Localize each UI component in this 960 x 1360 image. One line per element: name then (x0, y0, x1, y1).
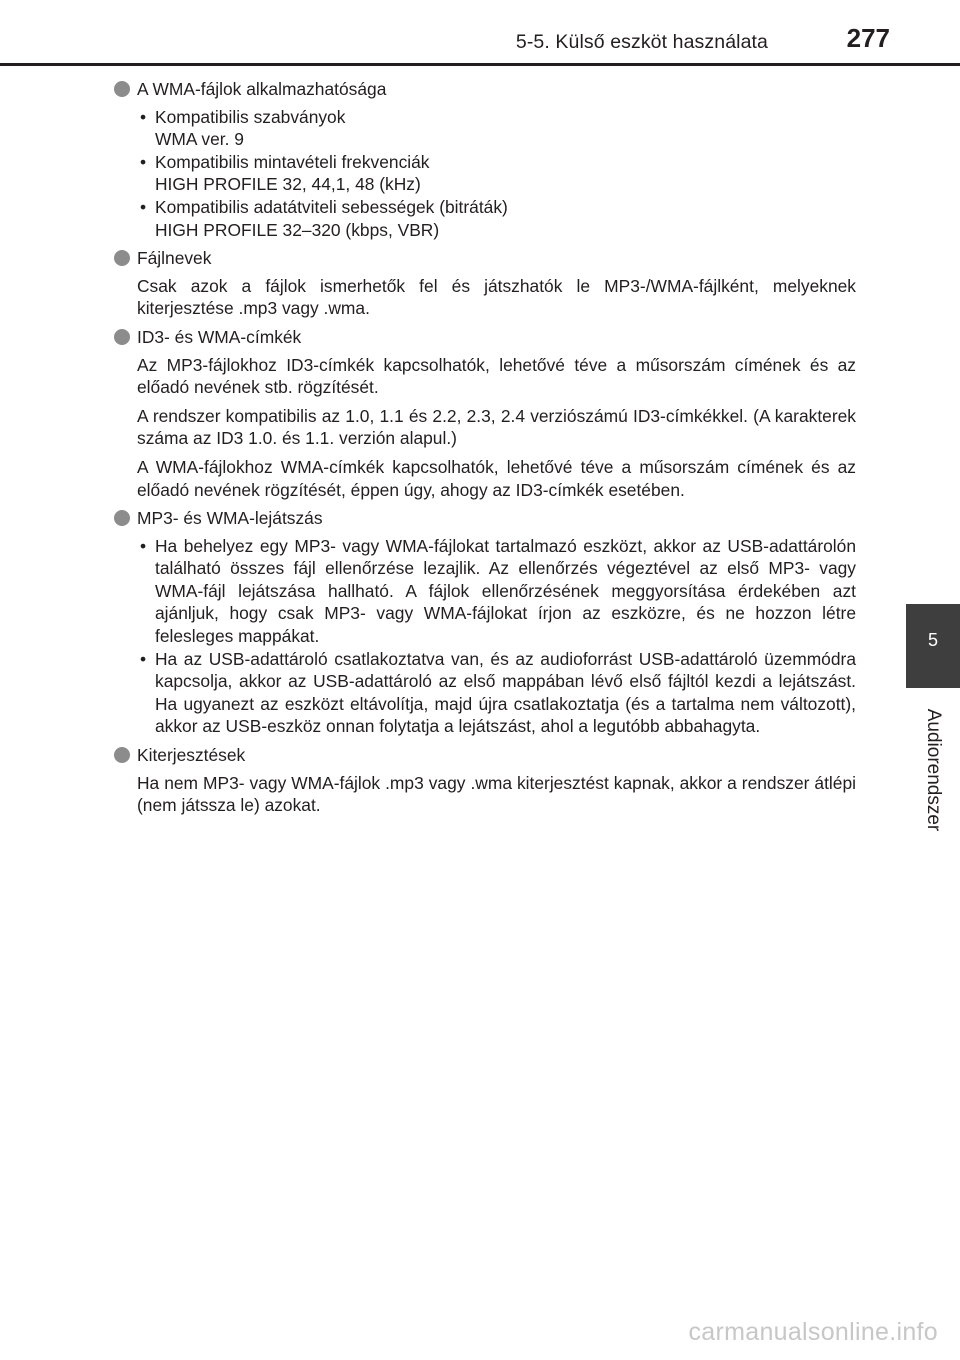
bullet-dot-icon: • (140, 106, 147, 127)
page-content (114, 78, 856, 823)
list-item (137, 196, 856, 241)
bullet-disc-icon (114, 747, 130, 763)
section-heading (114, 78, 856, 101)
page-number: 277 (846, 23, 890, 53)
section-extensions (114, 744, 856, 817)
bullet-dot-icon: • (140, 151, 147, 172)
section-heading (114, 247, 856, 270)
section-playback (114, 507, 856, 738)
bullet-disc-icon (114, 250, 130, 266)
section-tags (114, 326, 856, 501)
section-heading (114, 507, 856, 530)
list-item (137, 151, 856, 196)
header-rule (0, 63, 960, 66)
section-heading (114, 326, 856, 349)
list-item-text: Ha az USB-adattároló csatlakoztatva van, és az audioforrást USB-adattároló üzemmódra kapcsolja, akkor az USB-adattároló az első mappában lévő első fájltól kezdi a lejátszást. Ha ugyanezt az eszközt eltávolítja, majd újra csatlakoztatja (és a tartalma nem változott), akkor az USB-eszköz onnan folytatja a lejátszást, ahol a legutóbb abbahagyta. (155, 648, 856, 737)
paragraph: A rendszer kompatibilis az 1.0, 1.1 és 2.2, 2.3, 2.4 verziószámú ID3-címkékkel. (A karakterek száma az ID3 1.0. és 1.1. verzión alapul.) (137, 405, 856, 449)
chapter-label: Audiorendszer (923, 708, 944, 832)
bullet-disc-icon (114, 510, 130, 526)
bullet-dot-icon: • (140, 648, 147, 669)
bullet-disc-icon (114, 329, 130, 345)
list-item-detail: HIGH PROFILE 32, 44,1, 48 (kHz) (155, 174, 421, 195)
section-title: 5-5. Külső eszköt használata (515, 31, 768, 53)
bullet-list (137, 106, 856, 242)
chapter-tab (906, 604, 960, 688)
paragraph: Csak azok a fájlok ismerhetők fel és játszhatók le MP3-/WMA-fájlként, melyeknek kiterjesztése .mp3 vagy .wma. (137, 275, 856, 319)
paragraph: Ha nem MP3- vagy WMA-fájlok .mp3 vagy .wma kiterjesztést kapnak, akkor a rendszer átlépi (nem játssza le) azokat. (137, 772, 856, 816)
bullet-dot-icon: • (140, 535, 147, 556)
list-item-text: Kompatibilis szabványok (155, 106, 346, 127)
list-item-text: Kompatibilis mintavételi frekvenciák (155, 151, 430, 172)
list-item (137, 535, 856, 648)
list-item-text: Ha behelyez egy MP3- vagy WMA-fájlokat tartalmazó eszközt, akkor az USB-adattárolón található összes fájl ellenőrzése lezajlik. Az ellenőrzés végeztével az első MP3- vagy WMA-fájl lejátszása hallható. A fájlok ellenőrzésének meggyorsítása érdekében azt ajánljuk, hogy csak MP3- vagy WMA-fájlokat írjon az eszközre, és ne hozzon létre felesleges mappákat. (155, 535, 856, 647)
list-item-detail: HIGH PROFILE 32–320 (kbps, VBR) (155, 219, 440, 240)
heading-text: Fájlnevek (137, 248, 212, 269)
paragraph: Az MP3-fájlokhoz ID3-címkék kapcsolhatók, lehetővé téve a műsorszám címének és az előadó nevének stb. rögzítését. (137, 354, 856, 398)
page-header (0, 0, 960, 66)
bullet-list (137, 535, 856, 738)
chapter-number: 5 (927, 630, 938, 650)
list-item-detail: WMA ver. 9 (155, 129, 244, 150)
list-item-text: Kompatibilis adatátviteli sebességek (bitráták) (155, 196, 508, 217)
bullet-disc-icon (114, 81, 130, 97)
bullet-dot-icon: • (140, 196, 147, 217)
heading-text: ID3- és WMA-címkék (137, 326, 302, 347)
section-heading (114, 744, 856, 767)
heading-text: MP3- és WMA-lejátszás (137, 508, 323, 529)
list-item (137, 106, 856, 151)
heading-text: Kiterjesztések (137, 745, 246, 766)
watermark: carmanualsonline.info (688, 1318, 938, 1346)
section-wma-compatibility (114, 78, 856, 241)
paragraph: A WMA-fájlokhoz WMA-címkék kapcsolhatók, lehetővé téve a műsorszám címének és az előadó nevének rögzítését, éppen úgy, ahogy az ID3-címkék esetében. (137, 456, 856, 500)
heading-text: A WMA-fájlok alkalmazhatósága (137, 79, 387, 99)
list-item (137, 648, 856, 738)
section-file-names (114, 247, 856, 320)
